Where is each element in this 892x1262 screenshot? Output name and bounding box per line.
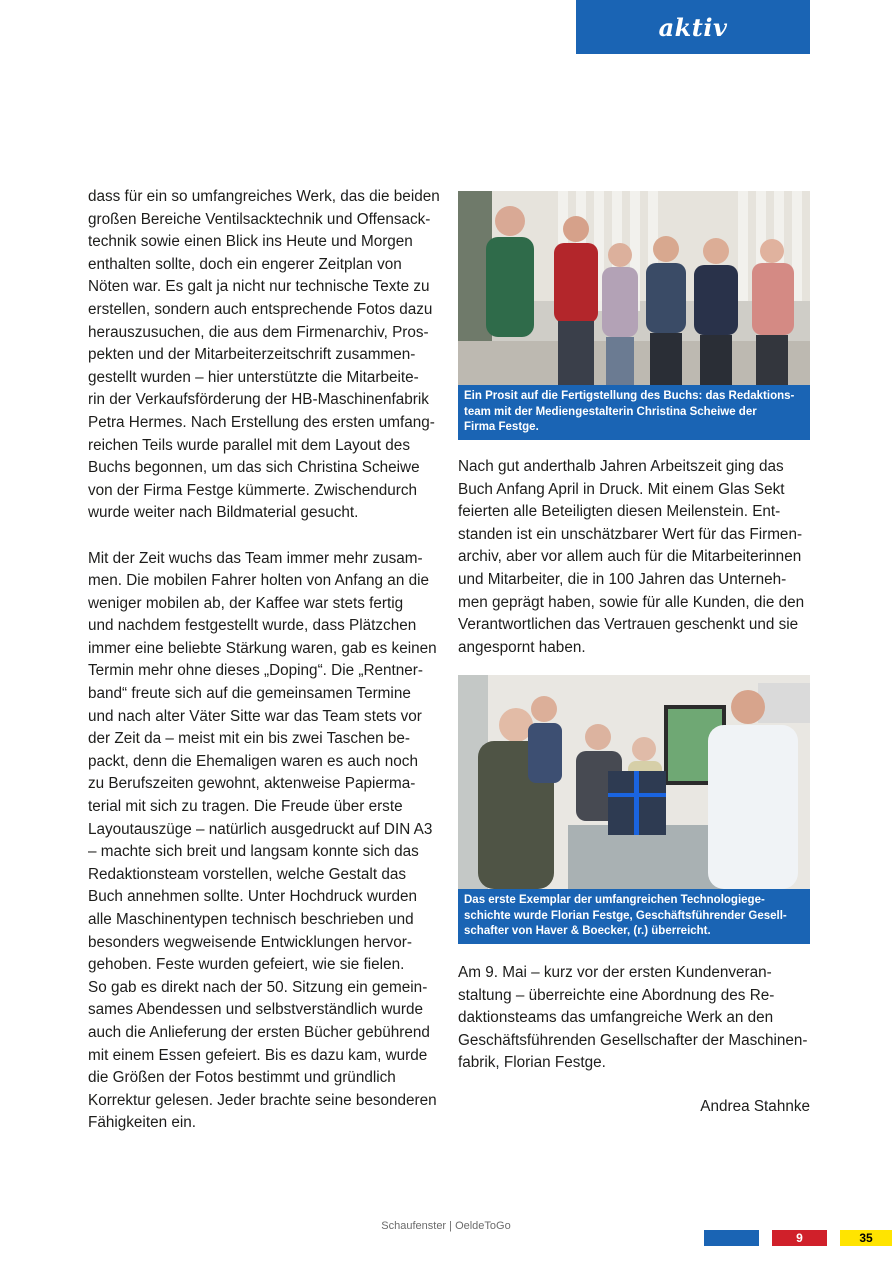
- text-line: herauszusuchen, die aus dem Firmenarchiv, Pros-: [88, 323, 429, 341]
- text-line: Layoutauszüge – natürlich ausgedruckt auf DIN A3: [88, 820, 433, 838]
- text-line: der Zeit da – meist mit ein bis zwei Taschen be-: [88, 730, 410, 748]
- text-line: fabrik, Florian Festge.: [458, 1054, 606, 1072]
- photo-team-toast-caption: [458, 385, 810, 440]
- text-line: gehoben. Feste wurden gefeiert, wie sie fielen.: [88, 956, 405, 974]
- section-tab-aktiv: aktiv: [576, 0, 810, 54]
- text-line: alle Maschinentypen technisch beschrieben und: [88, 911, 414, 928]
- text-line: men. Die mobilen Fahrer holten von Anfang an die: [88, 572, 429, 590]
- page-number: 35: [840, 1230, 892, 1246]
- right-paragraph-2: [458, 962, 810, 1075]
- publication-name: Schaufenster | OeldeToGo: [381, 1220, 511, 1232]
- text-line: Nöten war. Es galt ja nicht nur technische Texte zu: [88, 278, 430, 296]
- text-line: weniger mobilen ab, der Kaffee war stets fertig: [88, 594, 404, 612]
- text-line: – machte sich breit und langsam konnte sich das: [88, 843, 419, 861]
- photo-book-handover: [458, 675, 810, 889]
- caption-line: Firma Festge.: [464, 421, 539, 433]
- text-line: großen Bereiche Ventilsacktechnik und Offensack-: [88, 210, 431, 228]
- caption-line: Ein Prosit auf die Fertigstellung des Buchs: das Redaktions-: [464, 390, 795, 402]
- footer-blue-bar: [704, 1230, 759, 1246]
- book-handover-illustration: [458, 675, 810, 889]
- text-line: wurde weiter nach Bildmaterial gesucht.: [88, 504, 359, 522]
- text-line: terial mit sich zu tragen. Die Freude über erste: [88, 798, 403, 816]
- author-name: Andrea Stahnke: [700, 1098, 810, 1115]
- text-line: Mit der Zeit wuchs das Team immer mehr zusam-: [88, 549, 423, 567]
- text-line: angespornt haben.: [458, 638, 586, 656]
- text-line: rin der Verkaufsförderung der HB-Maschinenfabrik: [88, 391, 429, 409]
- text-line: men geprägt haben, sowie für alle Kunden, die den: [458, 593, 805, 611]
- text-line: Korrektur gelesen. Jeder brachte seine besonderen: [88, 1091, 437, 1109]
- text-line: enthalten sollte, doch ein engerer Zeitplan von: [88, 255, 402, 273]
- left-column: [88, 186, 440, 1135]
- issue-number: 9: [772, 1230, 827, 1246]
- text-line: Geschäftsführenden Gesellschafter der Maschinen-: [458, 1031, 808, 1049]
- text-line: sames Abendessen und selbstverständlich wurde: [88, 1001, 424, 1019]
- text-line: Petra Hermes. Nach Erstellung des ersten umfang-: [88, 413, 435, 431]
- left-paragraph-2: [88, 548, 437, 1135]
- text-line: Buch annehmen sollte. Unter Hochdruck wurden: [88, 888, 418, 906]
- text-line: und nachdem festgestellt wurde, dass Plätzchen: [88, 617, 417, 635]
- text-line: zu Berufszeiten gewohnt, aktenweise Papierma-: [88, 775, 416, 793]
- caption-line: Das erste Exemplar der umfangreichen Technologiege-: [464, 894, 765, 906]
- team-toast-illustration: [458, 191, 810, 385]
- text-line: besonders wegweisende Entwicklungen hervor-: [88, 933, 412, 951]
- text-line: technik sowie einen Blick ins Heute und Morgen: [88, 233, 413, 251]
- text-line: Termin mehr ohne dieses „Doping“. Die „Rentner-: [88, 662, 423, 680]
- text-line: die Größen der Fotos bestimmt und gründlich: [88, 1069, 396, 1087]
- text-line: mit einem Essen gefeiert. Bis es dazu kam, wurde: [88, 1046, 428, 1064]
- text-line: und Mitarbeiter, die in 100 Jahren das Unterneh-: [458, 570, 787, 588]
- text-line: dass für ein so umfangreiches Werk, das die beiden: [88, 188, 440, 205]
- text-line: Redaktionsteam vorstellen, welche Gestalt das: [88, 865, 406, 883]
- text-line: Buch Anfang April in Druck. Mit einem Glas Sekt: [458, 480, 785, 498]
- caption-line: team mit der Mediengestalterin Christina Scheiwe der: [464, 405, 757, 418]
- text-line: von der Firma Festge kümmerte. Zwischendurch: [88, 481, 417, 499]
- text-line: auch die Anlieferung der ersten Bücher gebührend: [88, 1023, 430, 1041]
- text-line: reichen Teils wurde parallel mit dem Layout des: [88, 436, 410, 454]
- text-line: Am 9. Mai – kurz vor der ersten Kundenveran-: [458, 964, 772, 981]
- text-line: erstellen, sondern auch entsprechende Fotos dazu: [88, 300, 433, 318]
- text-line: pekten und der Mitarbeiterzeitschrift zusammen-: [88, 346, 416, 364]
- text-line: Nach gut anderthalb Jahren Arbeitszeit ging das: [458, 458, 784, 475]
- text-line: gestellt wurden – hier unterstützte die Mitarbeite-: [88, 368, 419, 386]
- caption-line: schafter von Haver & Boecker, (r.) überreicht.: [464, 925, 711, 937]
- photo-book-handover-caption: [458, 889, 810, 944]
- text-line: packt, denn die Ehemaligen waren es auch noch: [88, 752, 418, 770]
- text-line: Buchs begonnen, um das sich Christina Scheiwe: [88, 459, 420, 477]
- text-line: feierten alle Beteiligten diesen Meilenstein. Ent-: [458, 503, 781, 521]
- left-paragraph-1: [88, 186, 440, 525]
- text-line: band“ freute sich auf die gemeinsamen Termine: [88, 685, 411, 703]
- text-line: und nach alter Väter Sitte war das Team stets vor: [88, 707, 422, 725]
- caption-line: schichte wurde Florian Festge, Geschäftsführender Gesell-: [464, 909, 787, 922]
- text-line: daktionsteams das umfangreiche Werk an den: [458, 1009, 774, 1027]
- text-line: archiv, aber vor allem auch für die Mitarbeiterinnen: [458, 548, 802, 566]
- text-line: Verantwortlichen das Vertrauen geschenkt und sie: [458, 616, 799, 634]
- right-paragraph-1: [458, 456, 810, 659]
- text-line: Fähigkeiten ein.: [88, 1114, 196, 1132]
- text-line: staltung – überreichte eine Abordnung des Re-: [458, 986, 775, 1004]
- text-line: immer eine beliebte Stärkung waren, gab es keinen: [88, 639, 437, 657]
- photo-team-toast: [458, 191, 810, 385]
- text-line: So gab es direkt nach der 50. Sitzung ein gemein-: [88, 978, 428, 996]
- text-line: standen ist ein unschätzbarer Wert für das Firmen-: [458, 525, 803, 543]
